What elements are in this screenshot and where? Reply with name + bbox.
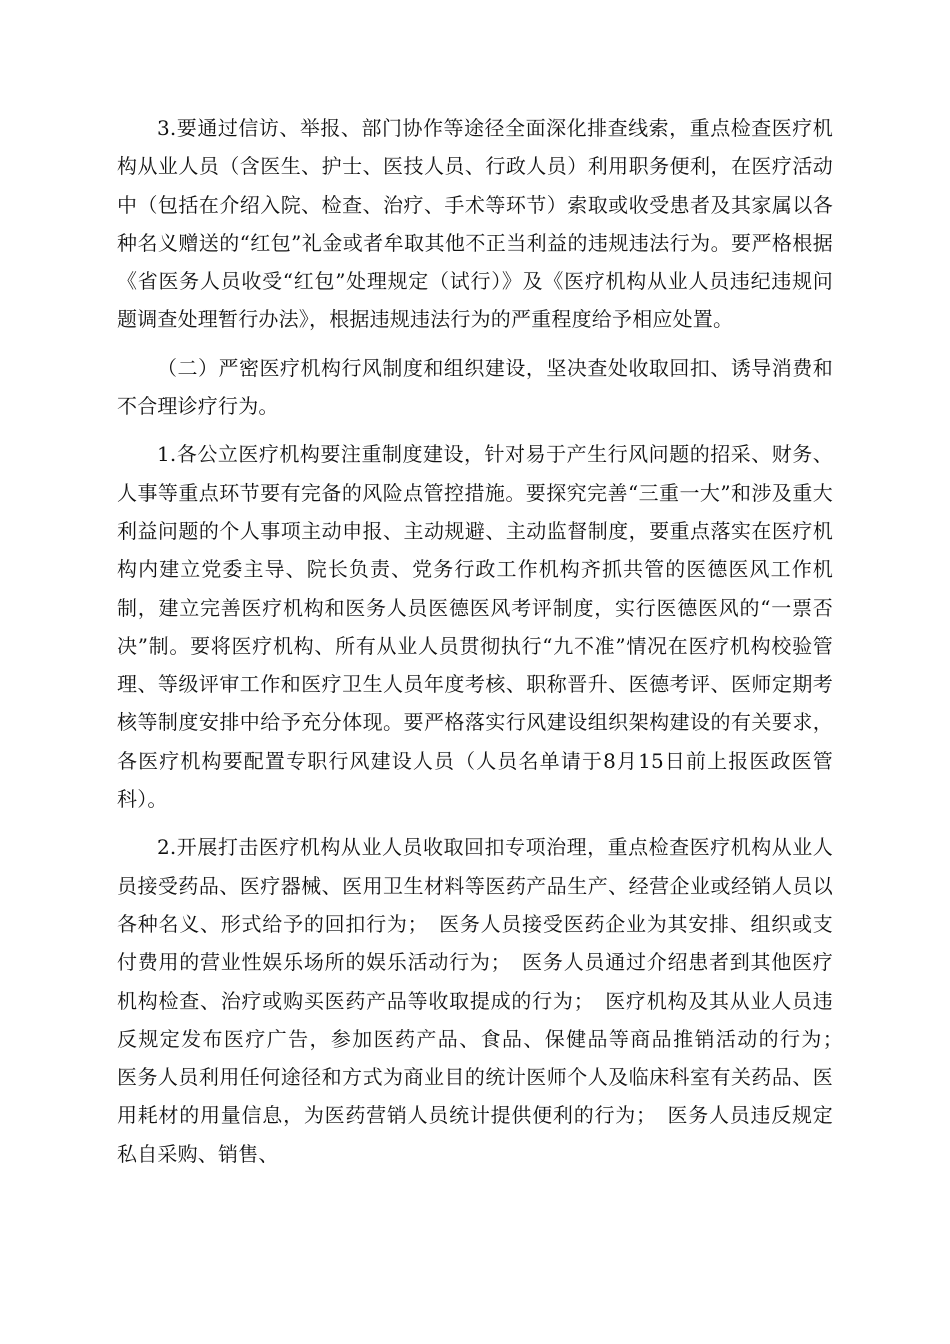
paragraph-item-3: 3.要通过信访、举报、部门协作等途径全面深化排查线索，重点检查医疗机构从业人员（含医生、护士、医技人员、行政人员）利用职务便利，在医疗活动中（包括在介绍入院、检查、治疗、手术等环节）索取或收受患者及其家属以各种名义赠送的“红包”礼金或者牟取其他不正当利益的违规违法行为。要严格根据《省医务人员收受“红包”处理规定（试行）》及《医疗机构从业人员违纪违规问题调查处理暂行办法》，根据违规违法行为的严重程度给予相应处置。 — [117, 116, 833, 332]
paragraph-item-2: 2.开展打击医疗机构从业人员收取回扣专项治理，重点检查医疗机构从业人员接受药品、医疗器械、医用卫生材料等医药产品生产、经营企业或经销人员以各种名义、形式给予的回扣行为； 医务人员接受医药企业为其安排、组织或支付费用的营业性娱乐场所的娱乐活动行为； 医务人员通过介绍患者到其他医疗机构检查、治疗或购买医药产品等收取提成的行为； 医疗机构及其从业人员违反规定发布医疗广告，参加医药产品、食品、保健品等商品推销活动的行为； 医务人员利用任何途径和方式为商业目的统计医师个人及临床科室有关药品、医用耗材的用量信息，为医药营销人员统计提供便利的行为； 医务人员违反规定私自采购、销售、 — [117, 835, 854, 1166]
document-body — [117, 109, 854, 1173]
section-heading-2: （二）严密医疗机构行风制度和组织建设，坚决查处收取回扣、诱导消费和不合理诊疗行为。 — [117, 355, 833, 419]
paragraph-item-1: 1.各公立医疗机构要注重制度建设，针对易于产生行风问题的招采、财务、人事等重点环节要有完备的风险点管控措施。要探究完善“三重一大”和涉及重大利益问题的个人事项主动申报、主动规避、主动监督制度，要重点落实在医疗机构内建立党委主导、院长负责、党务行政工作机构齐抓共管的医德医风工作机制，建立完善医疗机构和医务人员医德医风考评制度，实行医德医风的“一票否决”制。要将医疗机构、所有从业人员贯彻执行“九不准”情况在医疗机构校验管理、等级评审工作和医疗卫生人员年度考核、职称晋升、医德考评、医师定期考核等制度安排中给予充分体现。要严格落实行风建设组织架构建设的有关要求，各医疗机构要配置专职行风建设人员（人员名单请于8月15日前上报医政医管科）。 — [117, 442, 833, 812]
